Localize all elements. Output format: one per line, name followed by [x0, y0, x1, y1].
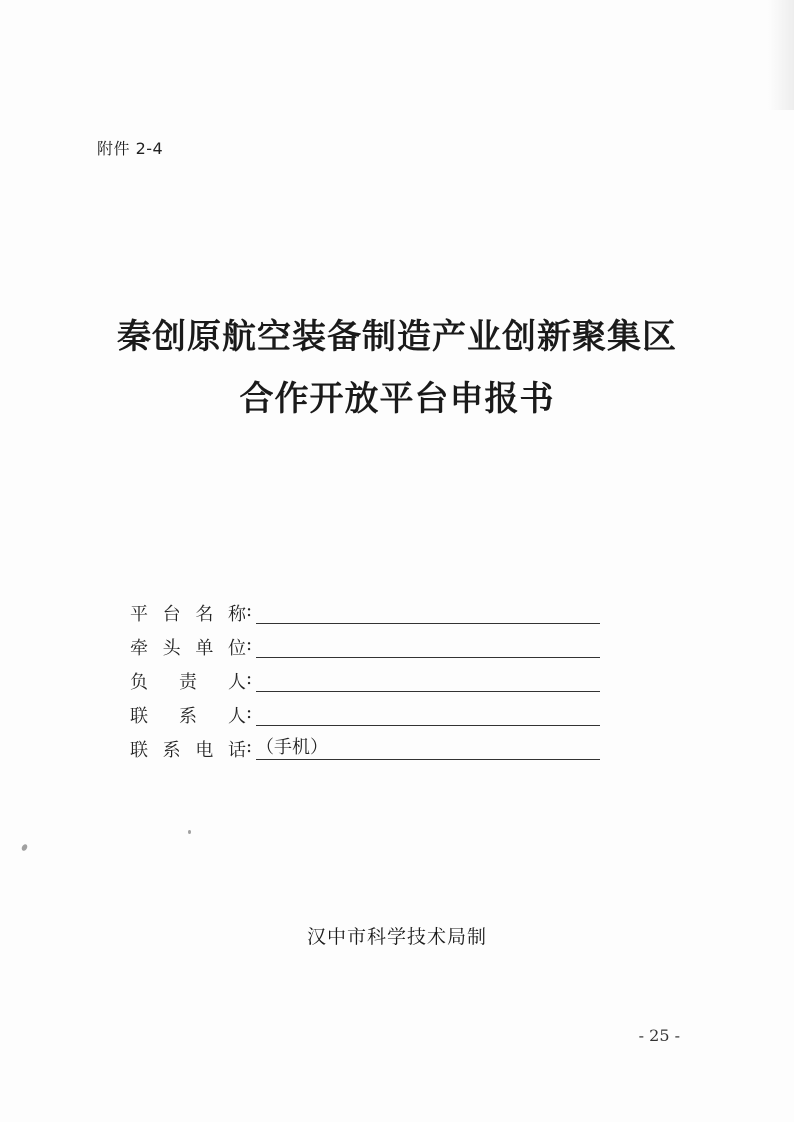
- application-form: [130, 596, 600, 766]
- label-char: 头: [162, 638, 181, 659]
- issuer-text: 汉中市科学技术局制: [306, 926, 487, 948]
- label-char: 台: [162, 604, 181, 625]
- document-title: [0, 306, 794, 430]
- contact-phone-field[interactable]: [256, 735, 600, 760]
- lead-unit-field[interactable]: [256, 633, 600, 658]
- label-char: 人: [228, 672, 246, 693]
- lead-unit-label: [130, 634, 256, 664]
- scan-speck: [21, 843, 29, 852]
- label-char: 联: [130, 740, 148, 761]
- label-char: 系: [179, 706, 197, 727]
- form-row-contact-person: [130, 698, 600, 732]
- label-char: 称: [227, 604, 246, 625]
- person-in-charge-field[interactable]: [256, 667, 600, 692]
- contact-phone-hint: （手机）: [256, 737, 328, 758]
- attachment-label: 附件 2-4: [97, 139, 164, 158]
- scan-speck: [188, 830, 191, 834]
- label-char: 位: [227, 638, 246, 659]
- label-colon: :: [246, 600, 253, 621]
- page-number: - 25 -: [638, 1026, 680, 1045]
- label-char: 名: [195, 604, 214, 625]
- label-colon: :: [246, 668, 253, 689]
- form-row-contact-phone: [130, 732, 600, 766]
- platform-name-label: [130, 600, 256, 630]
- title-line-1: 秦创原航空装备制造产业创新聚集区: [117, 317, 677, 357]
- label-char: 话: [227, 740, 246, 761]
- label-colon: :: [246, 634, 253, 655]
- label-char: 人: [228, 706, 246, 727]
- form-row-platform-name: [130, 596, 600, 630]
- label-colon: :: [246, 736, 253, 757]
- label-char: 负: [130, 672, 148, 693]
- issuing-authority: [0, 922, 794, 949]
- label-char: 系: [162, 740, 181, 761]
- label-char: 电: [195, 740, 214, 761]
- label-char: 责: [179, 672, 197, 693]
- form-row-lead-unit: [130, 630, 600, 664]
- label-char: 联: [130, 706, 148, 727]
- person-in-charge-label: [130, 668, 256, 698]
- platform-name-field[interactable]: [256, 599, 600, 624]
- form-row-person-in-charge: [130, 664, 600, 698]
- scan-edge-shadow: [768, 0, 794, 110]
- label-char: 牵: [130, 638, 148, 659]
- contact-phone-label: [130, 736, 256, 766]
- contact-person-label: [130, 702, 256, 732]
- label-char: 单: [195, 638, 214, 659]
- title-line-2: 合作开放平台申报书: [239, 379, 555, 419]
- label-char: 平: [130, 604, 148, 625]
- contact-person-field[interactable]: [256, 701, 600, 726]
- label-colon: :: [246, 702, 253, 723]
